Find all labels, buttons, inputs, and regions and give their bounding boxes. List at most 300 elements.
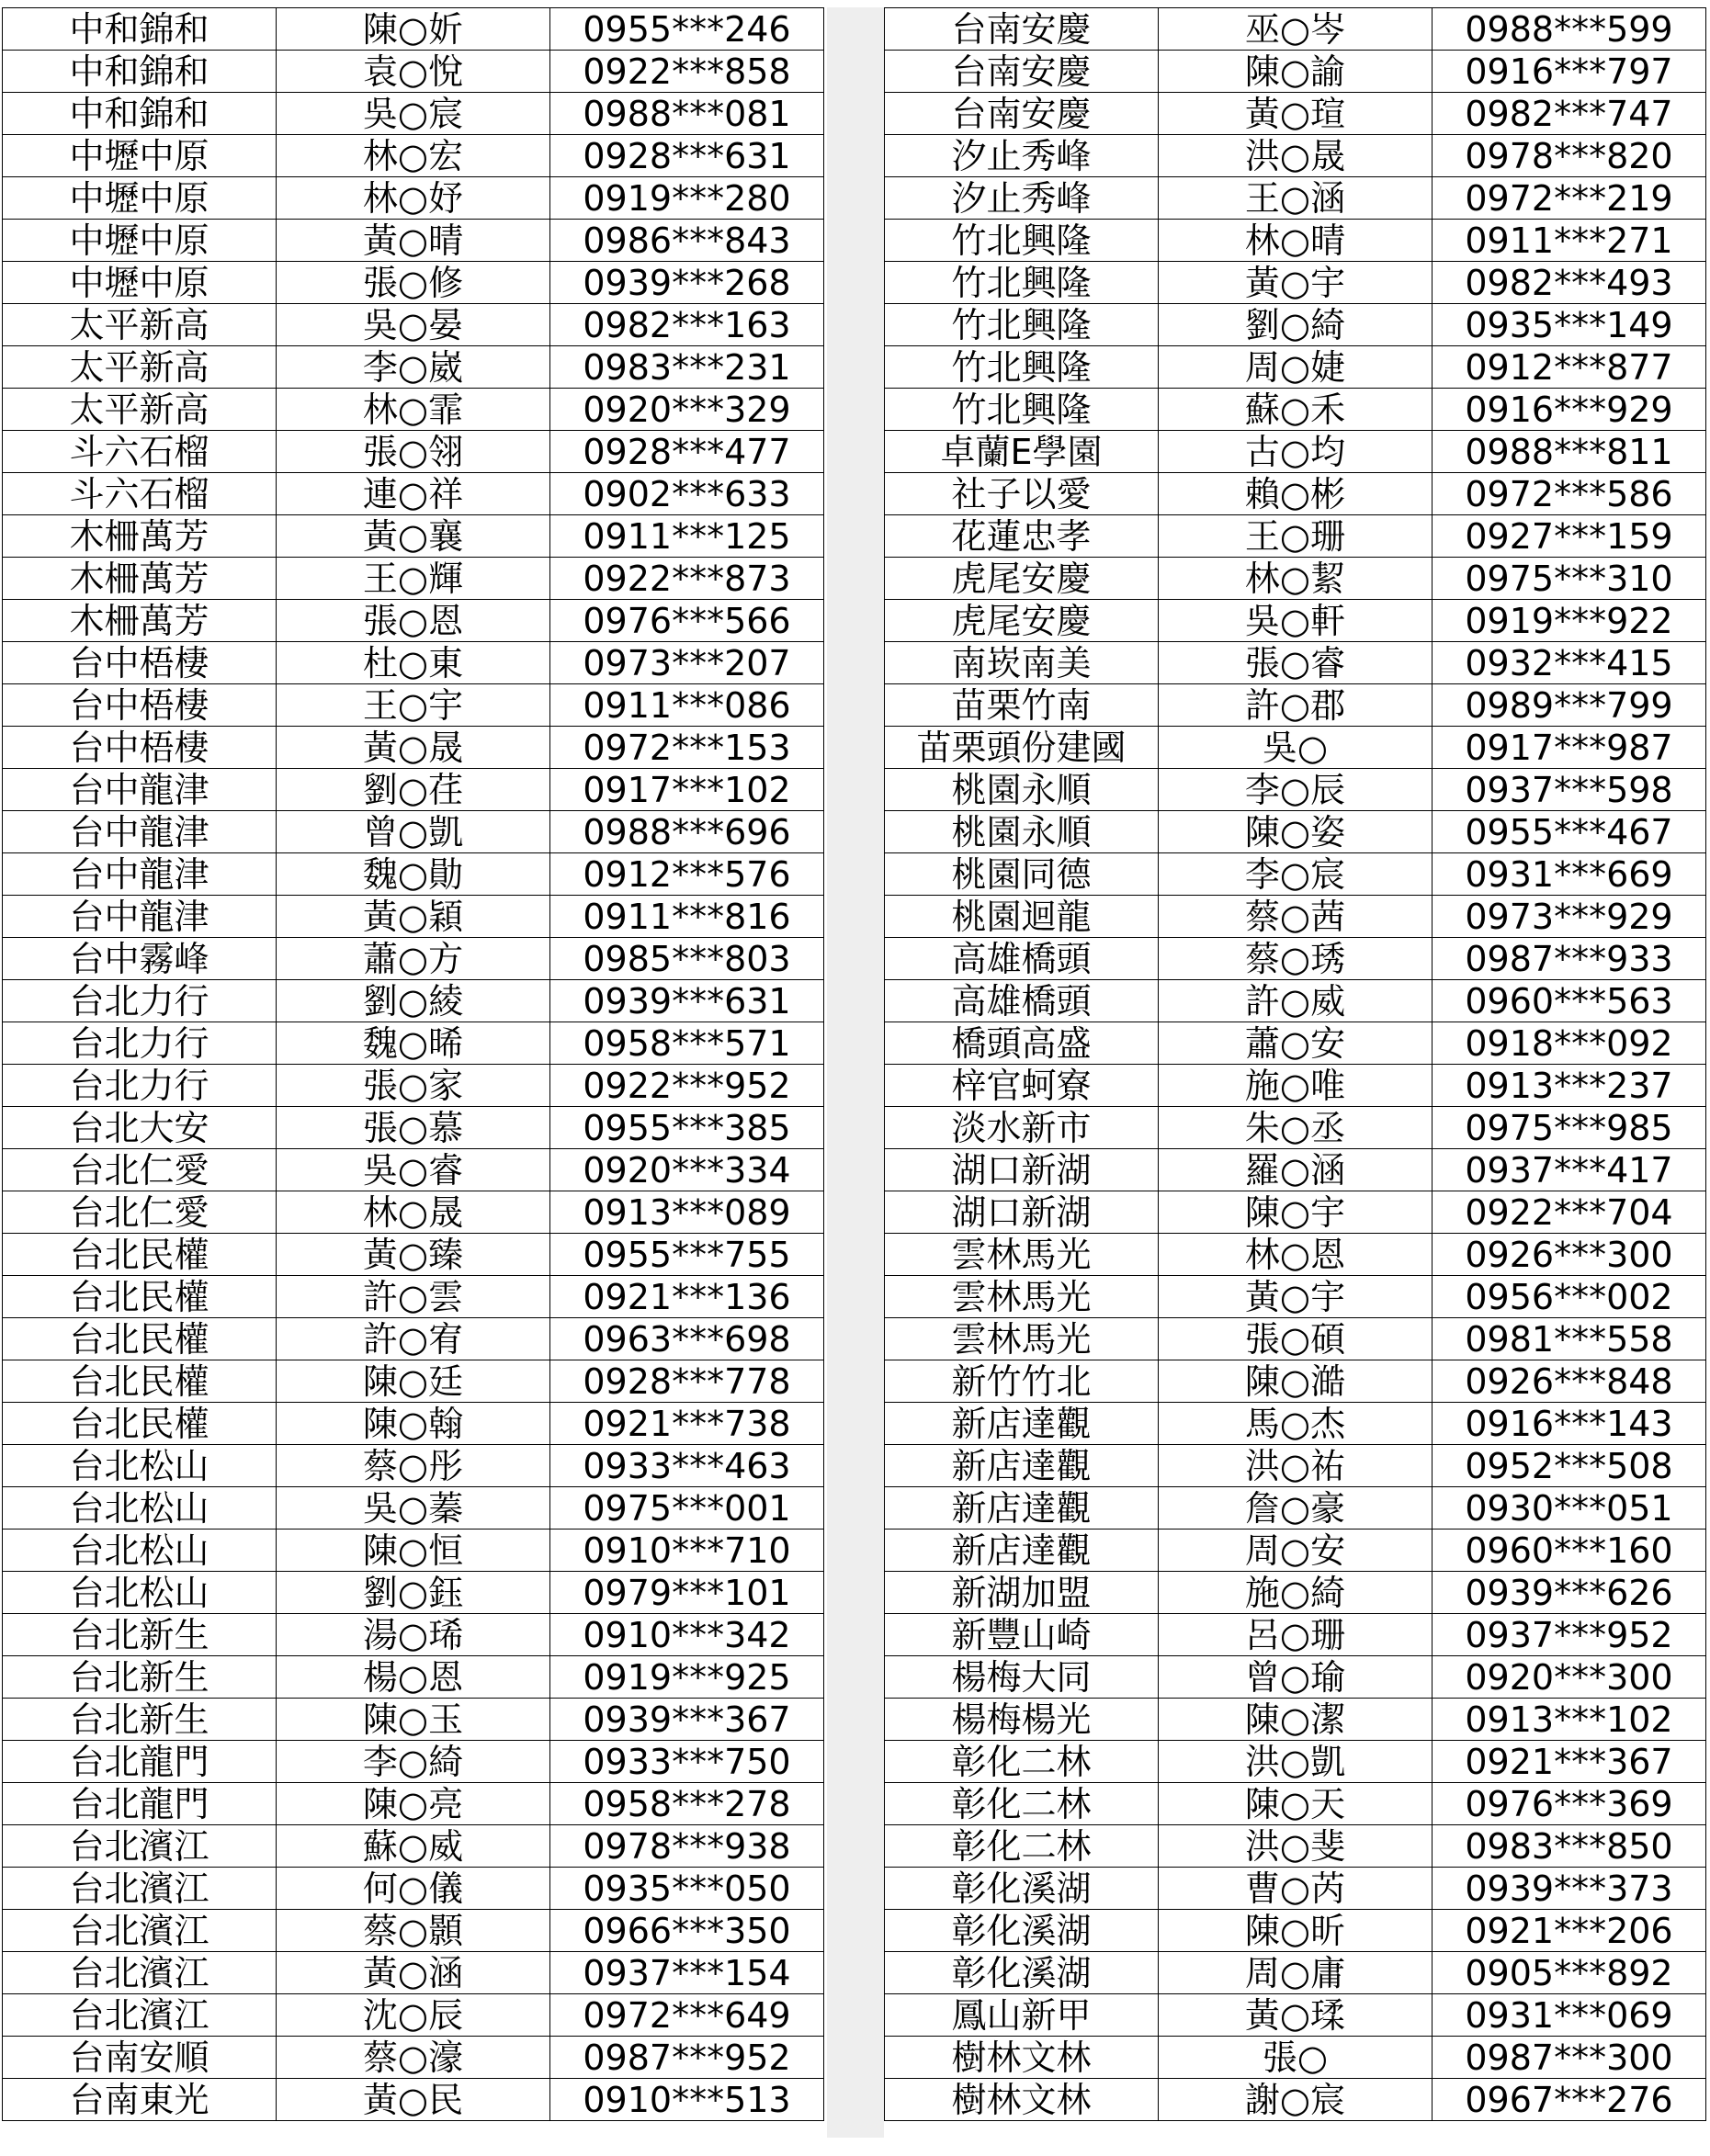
table-row — [3, 1572, 824, 1614]
table-row — [3, 1783, 824, 1825]
table-row — [3, 938, 824, 980]
table-row — [885, 2037, 1706, 2079]
store-cell: 楊梅楊光 — [885, 1699, 1159, 1741]
table-row — [885, 1107, 1706, 1149]
table-row — [885, 642, 1706, 684]
store-cell: 中和錦和 — [3, 51, 277, 93]
store-cell: 新店達觀 — [885, 1530, 1159, 1572]
store-cell: 斗六石榴 — [3, 431, 277, 473]
store-cell: 台中梧棲 — [3, 642, 277, 684]
phone-cell: 0975***310 — [1433, 558, 1706, 600]
name-cell: 洪○祐 — [1159, 1445, 1433, 1487]
store-cell: 桃園永順 — [885, 811, 1159, 853]
phone-cell: 0913***102 — [1433, 1699, 1706, 1741]
store-cell: 新竹竹北 — [885, 1360, 1159, 1403]
phone-cell: 0911***271 — [1433, 220, 1706, 262]
store-cell: 淡水新市 — [885, 1107, 1159, 1149]
name-cell: 吳○ — [1159, 727, 1433, 769]
phone-cell: 0988***696 — [550, 811, 824, 853]
table-row — [885, 1360, 1706, 1403]
store-cell: 新豐山崎 — [885, 1614, 1159, 1656]
phone-cell: 0982***163 — [550, 304, 824, 346]
phone-cell: 0973***207 — [550, 642, 824, 684]
store-cell: 台中龍津 — [3, 896, 277, 938]
name-cell: 魏○晞 — [277, 1022, 550, 1065]
table-row — [3, 1065, 824, 1107]
name-cell: 曹○芮 — [1159, 1868, 1433, 1910]
table-row — [885, 220, 1706, 262]
name-cell: 謝○宸 — [1159, 2079, 1433, 2121]
name-cell: 陳○恒 — [277, 1530, 550, 1572]
phone-cell: 0955***246 — [550, 8, 824, 51]
phone-cell: 0920***300 — [1433, 1656, 1706, 1699]
store-cell: 桃園同德 — [885, 853, 1159, 896]
name-cell: 黃○瑈 — [1159, 1994, 1433, 2037]
store-cell: 太平新高 — [3, 389, 277, 431]
store-cell: 高雄橋頭 — [885, 980, 1159, 1022]
table-row — [3, 389, 824, 431]
name-cell: 洪○斐 — [1159, 1825, 1433, 1868]
name-cell: 陳○廷 — [277, 1360, 550, 1403]
name-cell: 許○郡 — [1159, 684, 1433, 727]
name-cell: 李○辰 — [1159, 769, 1433, 811]
phone-cell: 0935***149 — [1433, 304, 1706, 346]
phone-cell: 0975***001 — [550, 1487, 824, 1530]
phone-cell: 0982***493 — [1433, 262, 1706, 304]
store-cell: 虎尾安慶 — [885, 600, 1159, 642]
store-cell: 楊梅大同 — [885, 1656, 1159, 1699]
phone-cell: 0922***952 — [550, 1065, 824, 1107]
table-row — [3, 642, 824, 684]
name-cell: 張○家 — [277, 1065, 550, 1107]
phone-cell: 0987***300 — [1433, 2037, 1706, 2079]
name-cell: 蔡○濠 — [277, 2037, 550, 2079]
phone-cell: 0910***513 — [550, 2079, 824, 2121]
table-row — [3, 1107, 824, 1149]
store-cell: 竹北興隆 — [885, 389, 1159, 431]
table-row — [885, 177, 1706, 220]
phone-cell: 0983***850 — [1433, 1825, 1706, 1868]
table-row — [3, 431, 824, 473]
table-row — [3, 262, 824, 304]
table-row — [3, 1825, 824, 1868]
store-cell: 台北濱江 — [3, 1994, 277, 2037]
table-row — [3, 769, 824, 811]
name-cell: 許○宥 — [277, 1318, 550, 1360]
store-cell: 雲林馬光 — [885, 1234, 1159, 1276]
store-cell: 台南東光 — [3, 2079, 277, 2121]
store-cell: 卓蘭E學園 — [885, 431, 1159, 473]
name-cell: 黃○瑄 — [1159, 93, 1433, 135]
name-cell: 張○慕 — [277, 1107, 550, 1149]
table-row — [885, 1149, 1706, 1191]
table-row — [885, 1487, 1706, 1530]
name-cell: 王○宇 — [277, 684, 550, 727]
table-row — [3, 177, 824, 220]
name-cell: 陳○妡 — [277, 8, 550, 51]
table-row — [885, 431, 1706, 473]
name-cell: 蔡○彤 — [277, 1445, 550, 1487]
table-row — [3, 1910, 824, 1952]
table-row — [885, 1910, 1706, 1952]
store-cell: 台北濱江 — [3, 1868, 277, 1910]
name-cell: 吳○蓁 — [277, 1487, 550, 1530]
store-cell: 斗六石榴 — [3, 473, 277, 515]
phone-cell: 0911***816 — [550, 896, 824, 938]
phone-cell: 0919***280 — [550, 177, 824, 220]
phone-cell: 0981***558 — [1433, 1318, 1706, 1360]
phone-cell: 0955***467 — [1433, 811, 1706, 853]
phone-cell: 0922***704 — [1433, 1191, 1706, 1234]
table-row — [3, 1360, 824, 1403]
phone-cell: 0973***929 — [1433, 896, 1706, 938]
name-cell: 陳○宇 — [1159, 1191, 1433, 1234]
table-row — [3, 473, 824, 515]
store-cell: 台北民權 — [3, 1276, 277, 1318]
table-row — [885, 389, 1706, 431]
name-cell: 袁○悅 — [277, 51, 550, 93]
phone-cell: 0963***698 — [550, 1318, 824, 1360]
store-cell: 台南安順 — [3, 2037, 277, 2079]
table-row — [3, 1149, 824, 1191]
name-cell: 林○絜 — [1159, 558, 1433, 600]
store-cell: 台南安慶 — [885, 8, 1159, 51]
store-cell: 台北民權 — [3, 1403, 277, 1445]
store-cell: 雲林馬光 — [885, 1276, 1159, 1318]
table-row — [3, 220, 824, 262]
phone-cell: 0920***329 — [550, 389, 824, 431]
store-cell: 橋頭高盛 — [885, 1022, 1159, 1065]
name-cell: 王○涵 — [1159, 177, 1433, 220]
store-cell: 新店達觀 — [885, 1403, 1159, 1445]
table-row — [885, 1825, 1706, 1868]
table-row — [885, 1403, 1706, 1445]
store-cell: 樹林文林 — [885, 2037, 1159, 2079]
phone-cell: 0972***219 — [1433, 177, 1706, 220]
name-cell: 陳○澔 — [1159, 1360, 1433, 1403]
store-cell: 彰化二林 — [885, 1741, 1159, 1783]
store-cell: 汐止秀峰 — [885, 177, 1159, 220]
name-cell: 朱○丞 — [1159, 1107, 1433, 1149]
store-cell: 台北新生 — [3, 1699, 277, 1741]
name-cell: 陳○潔 — [1159, 1699, 1433, 1741]
store-cell: 台北新生 — [3, 1614, 277, 1656]
winner-table-right — [884, 7, 1706, 2121]
name-cell: 王○珊 — [1159, 515, 1433, 558]
phone-cell: 0928***631 — [550, 135, 824, 177]
name-cell: 張○碩 — [1159, 1318, 1433, 1360]
phone-cell: 0931***669 — [1433, 853, 1706, 896]
name-cell: 黃○宇 — [1159, 1276, 1433, 1318]
table-row — [3, 1403, 824, 1445]
phone-cell: 0926***848 — [1433, 1360, 1706, 1403]
name-cell: 湯○琋 — [277, 1614, 550, 1656]
name-cell: 王○輝 — [277, 558, 550, 600]
table-row — [3, 1868, 824, 1910]
phone-cell: 0967***276 — [1433, 2079, 1706, 2121]
column-gutter — [827, 7, 884, 2138]
table-row — [885, 1445, 1706, 1487]
name-cell: 劉○綾 — [277, 980, 550, 1022]
phone-cell: 0930***051 — [1433, 1487, 1706, 1530]
name-cell: 吳○宸 — [277, 93, 550, 135]
store-cell: 中和錦和 — [3, 8, 277, 51]
store-cell: 台北民權 — [3, 1234, 277, 1276]
name-cell: 李○崴 — [277, 346, 550, 389]
phone-cell: 0917***987 — [1433, 727, 1706, 769]
phone-cell: 0928***778 — [550, 1360, 824, 1403]
store-cell: 台北龍門 — [3, 1783, 277, 1825]
name-cell: 何○儀 — [277, 1868, 550, 1910]
table-row — [885, 8, 1706, 51]
name-cell: 周○庸 — [1159, 1952, 1433, 1994]
table-row — [885, 93, 1706, 135]
phone-cell: 0928***477 — [550, 431, 824, 473]
name-cell: 黃○晴 — [277, 220, 550, 262]
table-row — [3, 1487, 824, 1530]
table-row — [3, 811, 824, 853]
name-cell: 陳○姿 — [1159, 811, 1433, 853]
store-cell: 台北民權 — [3, 1360, 277, 1403]
name-cell: 馬○杰 — [1159, 1403, 1433, 1445]
phone-cell: 0972***153 — [550, 727, 824, 769]
phone-cell: 0988***599 — [1433, 8, 1706, 51]
phone-cell: 0978***938 — [550, 1825, 824, 1868]
store-cell: 台北大安 — [3, 1107, 277, 1149]
phone-cell: 0955***385 — [550, 1107, 824, 1149]
store-cell: 木柵萬芳 — [3, 600, 277, 642]
store-cell: 中壢中原 — [3, 262, 277, 304]
name-cell: 林○妤 — [277, 177, 550, 220]
store-cell: 彰化二林 — [885, 1783, 1159, 1825]
store-cell: 太平新高 — [3, 304, 277, 346]
phone-cell: 0972***649 — [550, 1994, 824, 2037]
phone-cell: 0912***576 — [550, 853, 824, 896]
table-row — [885, 1572, 1706, 1614]
phone-cell: 0955***755 — [550, 1234, 824, 1276]
name-cell: 連○祥 — [277, 473, 550, 515]
store-cell: 台北力行 — [3, 980, 277, 1022]
store-cell: 台中龍津 — [3, 853, 277, 896]
phone-cell: 0976***369 — [1433, 1783, 1706, 1825]
store-cell: 台北民權 — [3, 1318, 277, 1360]
name-cell: 林○晴 — [1159, 220, 1433, 262]
table-row — [885, 1065, 1706, 1107]
table-row — [885, 1022, 1706, 1065]
winner-table-left — [2, 7, 824, 2121]
phone-cell: 0919***925 — [550, 1656, 824, 1699]
store-cell: 彰化溪湖 — [885, 1952, 1159, 1994]
name-cell: 周○安 — [1159, 1530, 1433, 1572]
store-cell: 樹林文林 — [885, 2079, 1159, 2121]
phone-cell: 0975***985 — [1433, 1107, 1706, 1149]
phone-cell: 0958***278 — [550, 1783, 824, 1825]
phone-cell: 0939***373 — [1433, 1868, 1706, 1910]
store-cell: 台北龍門 — [3, 1741, 277, 1783]
table-row — [3, 8, 824, 51]
name-cell: 吳○睿 — [277, 1149, 550, 1191]
store-cell: 花蓮忠孝 — [885, 515, 1159, 558]
name-cell: 黃○宇 — [1159, 262, 1433, 304]
phone-cell: 0913***237 — [1433, 1065, 1706, 1107]
table-row — [885, 51, 1706, 93]
table-row — [3, 515, 824, 558]
name-cell: 魏○勛 — [277, 853, 550, 896]
phone-cell: 0919***922 — [1433, 600, 1706, 642]
name-cell: 蔡○顥 — [277, 1910, 550, 1952]
table-row — [3, 1699, 824, 1741]
name-cell: 張○翎 — [277, 431, 550, 473]
table-row — [3, 558, 824, 600]
store-cell: 竹北興隆 — [885, 304, 1159, 346]
store-cell: 鳳山新甲 — [885, 1994, 1159, 2037]
phone-cell: 0988***811 — [1433, 431, 1706, 473]
store-cell: 台北力行 — [3, 1022, 277, 1065]
name-cell: 周○婕 — [1159, 346, 1433, 389]
phone-cell: 0922***858 — [550, 51, 824, 93]
table-row — [3, 1276, 824, 1318]
table-row — [3, 1952, 824, 1994]
table-row — [3, 2079, 824, 2121]
store-cell: 桃園迴龍 — [885, 896, 1159, 938]
store-cell: 台北仁愛 — [3, 1191, 277, 1234]
table-row — [885, 1656, 1706, 1699]
store-cell: 苗栗竹南 — [885, 684, 1159, 727]
store-cell: 中和錦和 — [3, 93, 277, 135]
name-cell: 曾○凱 — [277, 811, 550, 853]
store-cell: 台北濱江 — [3, 1825, 277, 1868]
phone-cell: 0918***092 — [1433, 1022, 1706, 1065]
name-cell: 陳○玉 — [277, 1699, 550, 1741]
name-cell: 陳○翰 — [277, 1403, 550, 1445]
phone-cell: 0978***820 — [1433, 135, 1706, 177]
name-cell: 張○修 — [277, 262, 550, 304]
store-cell: 彰化溪湖 — [885, 1868, 1159, 1910]
store-cell: 竹北興隆 — [885, 220, 1159, 262]
phone-cell: 0931***069 — [1433, 1994, 1706, 2037]
table-row — [885, 304, 1706, 346]
store-cell: 台北松山 — [3, 1572, 277, 1614]
table-row — [3, 1741, 824, 1783]
table-row — [3, 1530, 824, 1572]
phone-cell: 0910***710 — [550, 1530, 824, 1572]
name-cell: 黃○涵 — [277, 1952, 550, 1994]
table-row — [3, 1445, 824, 1487]
phone-cell: 0937***952 — [1433, 1614, 1706, 1656]
table-row — [885, 1868, 1706, 1910]
name-cell: 呂○珊 — [1159, 1614, 1433, 1656]
name-cell: 蔡○琇 — [1159, 938, 1433, 980]
table-row — [3, 51, 824, 93]
table-row — [3, 727, 824, 769]
phone-cell: 0976***566 — [550, 600, 824, 642]
store-cell: 台中龍津 — [3, 769, 277, 811]
name-cell: 張○睿 — [1159, 642, 1433, 684]
phone-cell: 0916***143 — [1433, 1403, 1706, 1445]
store-cell: 台北松山 — [3, 1487, 277, 1530]
table-row — [885, 2079, 1706, 2121]
phone-cell: 0958***571 — [550, 1022, 824, 1065]
name-cell: 洪○晟 — [1159, 135, 1433, 177]
phone-cell: 0921***367 — [1433, 1741, 1706, 1783]
table-row — [885, 938, 1706, 980]
phone-cell: 0913***089 — [550, 1191, 824, 1234]
name-cell: 蘇○禾 — [1159, 389, 1433, 431]
phone-cell: 0988***081 — [550, 93, 824, 135]
name-cell: 黃○晟 — [277, 727, 550, 769]
store-cell: 中壢中原 — [3, 135, 277, 177]
phone-cell: 0935***050 — [550, 1868, 824, 1910]
name-cell: 陳○亮 — [277, 1783, 550, 1825]
name-cell: 黃○穎 — [277, 896, 550, 938]
store-cell: 木柵萬芳 — [3, 558, 277, 600]
store-cell: 台中梧棲 — [3, 684, 277, 727]
table-row — [885, 473, 1706, 515]
name-cell: 羅○涵 — [1159, 1149, 1433, 1191]
table-row — [885, 1191, 1706, 1234]
name-cell: 施○綺 — [1159, 1572, 1433, 1614]
table-row — [3, 684, 824, 727]
name-cell: 李○宸 — [1159, 853, 1433, 896]
table-row — [3, 853, 824, 896]
name-cell: 許○雲 — [277, 1276, 550, 1318]
name-cell: 林○晟 — [277, 1191, 550, 1234]
table-row — [3, 980, 824, 1022]
name-cell: 陳○昕 — [1159, 1910, 1433, 1952]
phone-cell: 0989***799 — [1433, 684, 1706, 727]
phone-cell: 0939***626 — [1433, 1572, 1706, 1614]
table-row — [885, 1530, 1706, 1572]
store-cell: 南崁南美 — [885, 642, 1159, 684]
store-cell: 新店達觀 — [885, 1487, 1159, 1530]
store-cell: 台北松山 — [3, 1530, 277, 1572]
name-cell: 巫○岑 — [1159, 8, 1433, 51]
name-cell: 劉○綺 — [1159, 304, 1433, 346]
table-row — [885, 684, 1706, 727]
name-cell: 林○宏 — [277, 135, 550, 177]
phone-cell: 0912***877 — [1433, 346, 1706, 389]
store-cell: 台北濱江 — [3, 1910, 277, 1952]
store-cell: 台北濱江 — [3, 1952, 277, 1994]
store-cell: 新湖加盟 — [885, 1572, 1159, 1614]
phone-cell: 0926***300 — [1433, 1234, 1706, 1276]
table-row — [885, 1741, 1706, 1783]
store-cell: 台中霧峰 — [3, 938, 277, 980]
store-cell: 竹北興隆 — [885, 346, 1159, 389]
name-cell: 林○恩 — [1159, 1234, 1433, 1276]
table-row — [885, 1276, 1706, 1318]
table-row — [3, 1318, 824, 1360]
store-cell: 台北松山 — [3, 1445, 277, 1487]
store-cell: 中壢中原 — [3, 220, 277, 262]
phone-cell: 0983***231 — [550, 346, 824, 389]
phone-cell: 0910***342 — [550, 1614, 824, 1656]
phone-cell: 0987***933 — [1433, 938, 1706, 980]
table-row — [3, 1614, 824, 1656]
phone-cell: 0911***086 — [550, 684, 824, 727]
store-cell: 桃園永順 — [885, 769, 1159, 811]
name-cell: 吳○軒 — [1159, 600, 1433, 642]
phone-cell: 0939***367 — [550, 1699, 824, 1741]
phone-cell: 0933***750 — [550, 1741, 824, 1783]
table-row — [885, 346, 1706, 389]
phone-cell: 0921***136 — [550, 1276, 824, 1318]
store-cell: 梓官蚵寮 — [885, 1065, 1159, 1107]
table-row — [3, 2037, 824, 2079]
store-cell: 雲林馬光 — [885, 1318, 1159, 1360]
phone-cell: 0916***797 — [1433, 51, 1706, 93]
phone-cell: 0956***002 — [1433, 1276, 1706, 1318]
